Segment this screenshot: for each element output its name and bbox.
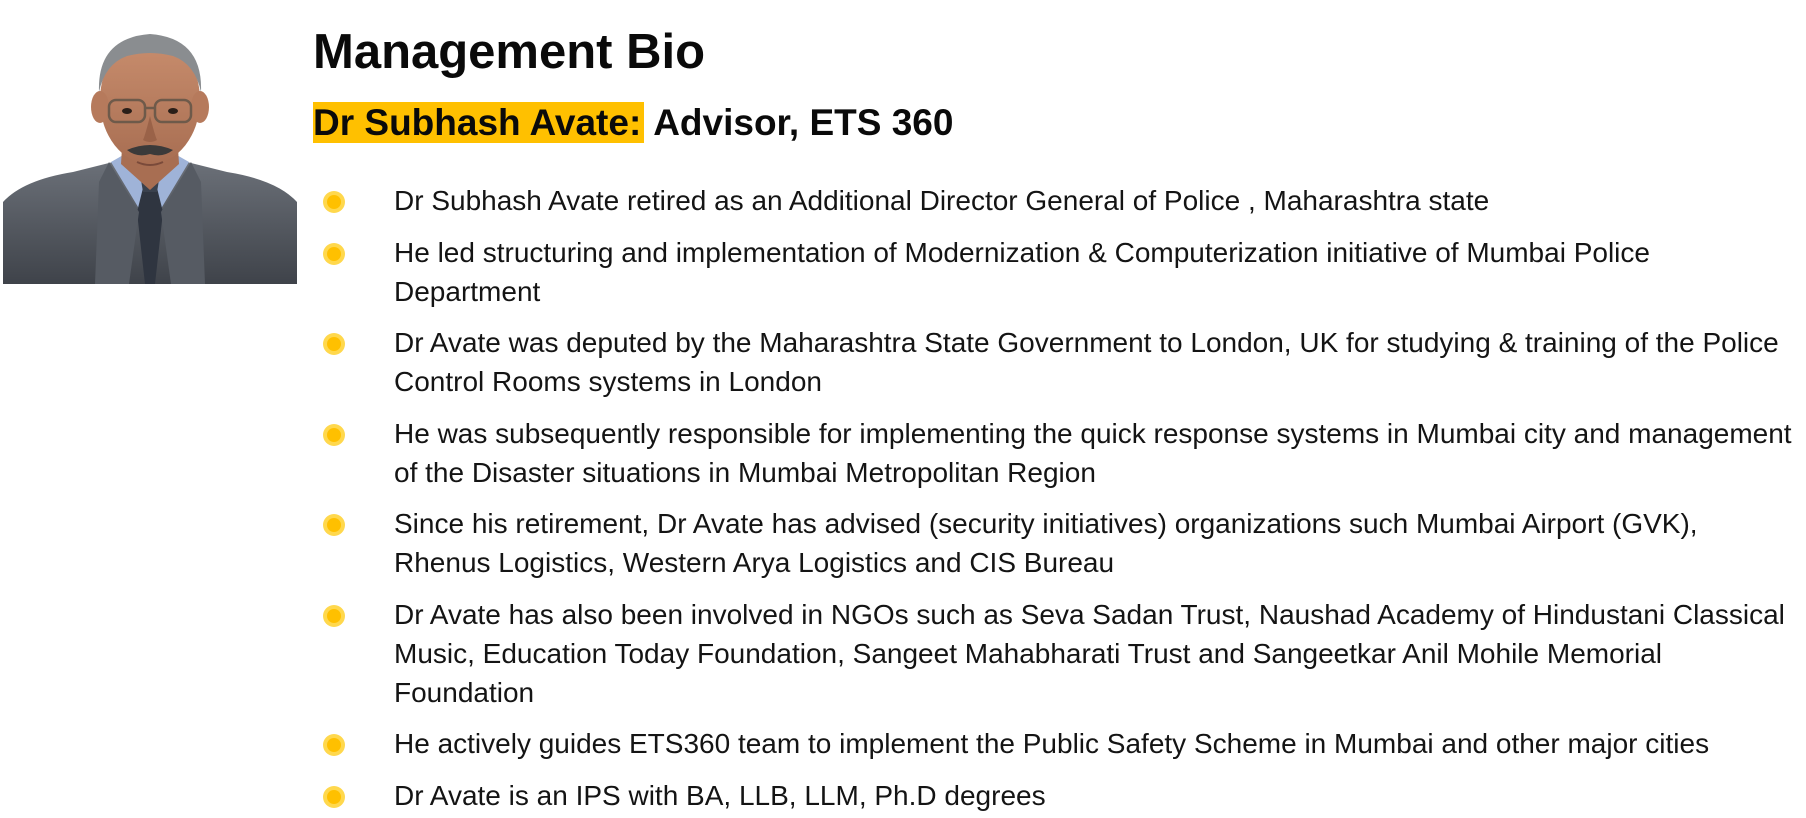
list-item bbox=[0, 776, 1806, 815]
page-title: Management Bio bbox=[313, 25, 706, 79]
list-item bbox=[0, 414, 1806, 492]
list-item bbox=[0, 233, 1806, 311]
circle-bullet-icon bbox=[320, 602, 348, 630]
circle-bullet-icon bbox=[320, 240, 348, 268]
circle-bullet-icon bbox=[320, 783, 348, 811]
bullet-text: He actively guides ETS360 team to implement the Public Safety Scheme in Mumbai and other major cities bbox=[394, 728, 1710, 759]
bullet-text: Dr Subhash Avate retired as an Additional Director General of Police , Maharashtra state bbox=[394, 185, 1490, 216]
circle-bullet-icon bbox=[320, 421, 348, 449]
list-item bbox=[0, 181, 1806, 220]
person-role: Advisor, ETS 360 bbox=[653, 102, 954, 143]
bullet-text: Dr Avate is an IPS with BA, LLB, LLM, Ph.D degrees bbox=[394, 779, 1046, 811]
circle-bullet-icon bbox=[320, 731, 348, 759]
bullet-text: He led structuring and implementation of Modernization & Computerization initiative of Mumbai Police Department bbox=[394, 236, 1650, 307]
person-name-highlight: Dr Subhash Avate: bbox=[313, 102, 644, 143]
bullet-text: Dr Avate has also been involved in NGOs such as Seva Sadan Trust, Naushad Academy of Hindustani Classical Music, Education Today Foundation, Sangeet Mahabharati Trust and Sangeetkar Anil Mohile Memorial Foundation bbox=[394, 598, 1785, 708]
person-heading bbox=[313, 98, 953, 148]
bullet-text: Since his retirement, Dr Avate has advised (security initiatives) organizations such Mumbai Airport (GVK), Rhenus Logistics, Western Arya Logistics and CIS Bureau bbox=[394, 508, 1698, 578]
list-item bbox=[0, 724, 1806, 763]
circle-bullet-icon bbox=[320, 511, 348, 539]
list-item bbox=[0, 504, 1806, 582]
bio-bullet-list bbox=[0, 181, 1806, 818]
circle-bullet-icon bbox=[320, 188, 348, 216]
bullet-text: He was subsequently responsible for implementing the quick response systems in Mumbai city and management of the Disaster situations in Mumbai Metropolitan Region bbox=[394, 417, 1792, 488]
bullet-text: Dr Avate was deputed by the Maharashtra State Government to London, UK for studying & training of the Police Control Rooms systems in London bbox=[394, 327, 1779, 397]
list-item bbox=[0, 323, 1806, 401]
list-item bbox=[0, 595, 1806, 712]
circle-bullet-icon bbox=[320, 330, 348, 358]
